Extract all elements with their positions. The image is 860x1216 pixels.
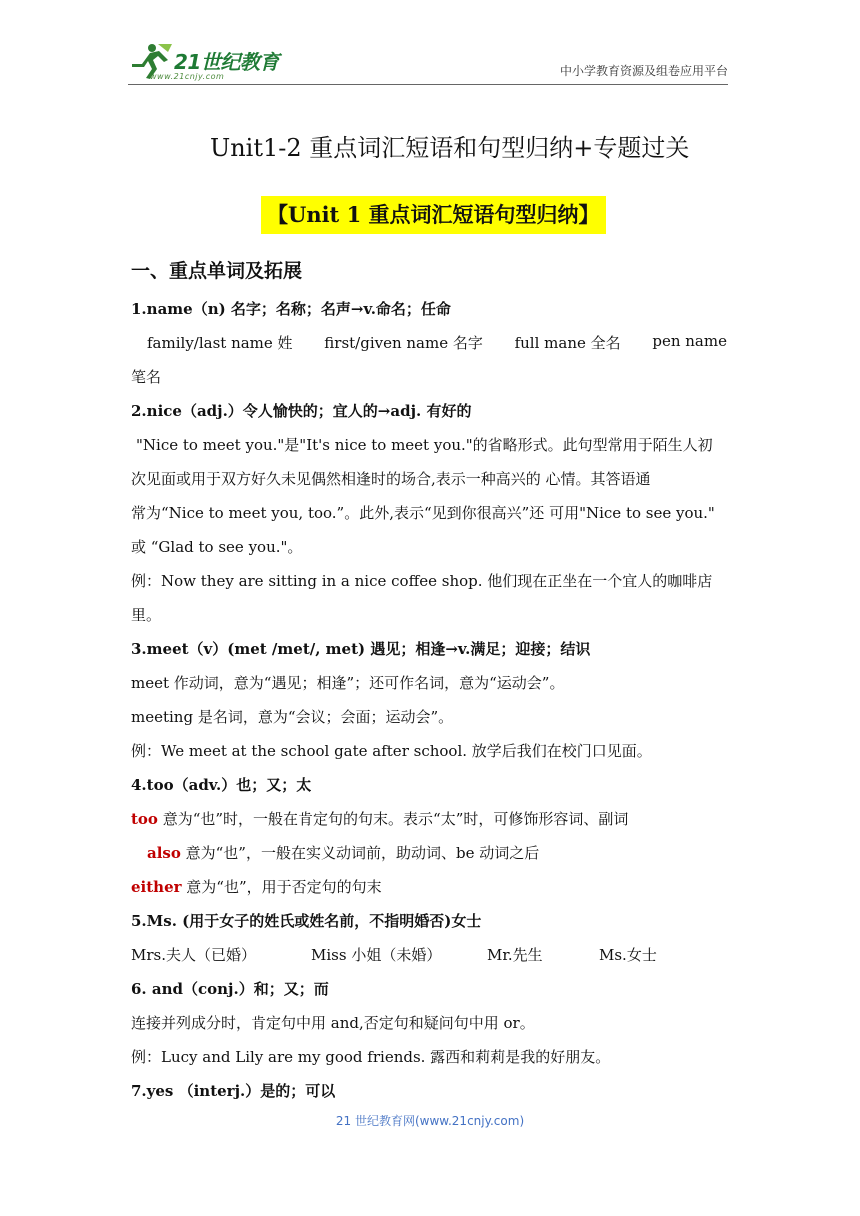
text-line: 笔名 bbox=[131, 368, 162, 386]
phrase: family/last name 姓 bbox=[147, 334, 293, 352]
example-sentence: 例：We meet at the school gate after school. 放学后我们在校门口见面。 bbox=[131, 742, 652, 760]
text-line: meeting 是名词，意为“会议；会面；运动会”。 bbox=[131, 708, 454, 726]
text-line: 次见面或用于双方好久未见偶然相逢时的场合,表示一种高兴的 心情。其答语通 bbox=[131, 470, 651, 488]
platform-name: 中小学教育资源及组卷应用平台 bbox=[559, 64, 728, 78]
text-line: 连接并列成分时，肯定句中用 and,否定句和疑问句中用 or。 bbox=[131, 1014, 535, 1032]
keyword-either: either bbox=[131, 878, 182, 896]
word-entry-yes: 7.yes （interj.）是的；可以 bbox=[131, 1082, 336, 1100]
text-line: 或 “Glad to see you."。 bbox=[131, 538, 303, 556]
phrase: Mr.先生 bbox=[487, 946, 543, 964]
example-sentence: 例：Lucy and Lily are my good friends. 露西和莉莉是我的好朋友。 bbox=[131, 1048, 611, 1066]
logo bbox=[128, 42, 328, 86]
document-title: Unit1-2 重点词汇短语和句型归纳+专题过关 bbox=[210, 134, 690, 162]
name-phrases bbox=[147, 332, 727, 353]
word-entry-ms: 5.Ms. (用于女子的姓氏或姓名前，不指明婚否)女士 bbox=[131, 912, 482, 930]
title-phrases bbox=[131, 944, 731, 965]
logo-url: www.21cnjy.com bbox=[150, 72, 225, 81]
word-entry-name: 1.name（n) 名字；名称；名声→v.命名；任命 bbox=[131, 300, 451, 318]
phrase: first/given name 名字 bbox=[324, 334, 483, 352]
usage-too bbox=[131, 808, 731, 829]
usage-text: 意为“也”，用于否定句的句末 bbox=[181, 878, 382, 896]
word-entry-nice: 2.nice（adj.）令人愉快的；宜人的→adj. 有好的 bbox=[131, 402, 472, 420]
usage-either bbox=[131, 876, 731, 897]
usage-text: 意为“也”，一般在实义动词前，助动词、be 动词之后 bbox=[180, 844, 540, 862]
unit-banner: 【Unit 1 重点词汇短语句型归纳】 bbox=[261, 196, 606, 234]
usage-also bbox=[147, 842, 747, 863]
word-entry-meet: 3.meet（v）(met /met/, met) 遇见；相逢→v.满足；迎接；结识 bbox=[131, 640, 591, 658]
logo-text: 21世纪教育 bbox=[174, 50, 279, 74]
phrase: Mrs.夫人（已婚） bbox=[131, 946, 256, 964]
text-line: meet 作动词，意为“遇见；相逢”；还可作名词，意为“运动会”。 bbox=[131, 674, 565, 692]
usage-text: 意为“也”时，一般在肯定句的句末。表示“太”时，可修饰形容词、副词 bbox=[157, 810, 629, 828]
phrase: Miss 小姐（未婚） bbox=[311, 946, 442, 964]
word-entry-and: 6. and（conj.）和；又；而 bbox=[131, 980, 329, 998]
word-entry-too: 4.too（adv.）也；又；太 bbox=[131, 776, 312, 794]
keyword-also: also bbox=[147, 844, 181, 862]
phrase: full mane 全名 bbox=[514, 334, 621, 352]
text-line: 里。 bbox=[131, 606, 162, 624]
page-footer: 21 世纪教育网(www.21cnjy.com) bbox=[335, 1114, 525, 1128]
example-sentence: 例：Now they are sitting in a nice coffee shop. 他们现在正坐在一个宜人的咖啡店 bbox=[131, 572, 713, 590]
page-header bbox=[128, 40, 728, 86]
section-heading: 一、重点单词及拓展 bbox=[131, 260, 303, 282]
keyword-too: too bbox=[131, 810, 158, 828]
text-line: 常为“Nice to meet you, too.”。此外,表示“见到你很高兴”还 可用"Nice to see you." bbox=[131, 504, 715, 522]
header-divider bbox=[128, 84, 728, 85]
phrase: Ms.女士 bbox=[599, 946, 657, 964]
text-line: "Nice to meet you."是"It's nice to meet you."的省略形式。此句型常用于陌生人初 bbox=[136, 436, 713, 454]
phrase: pen name bbox=[652, 332, 727, 350]
